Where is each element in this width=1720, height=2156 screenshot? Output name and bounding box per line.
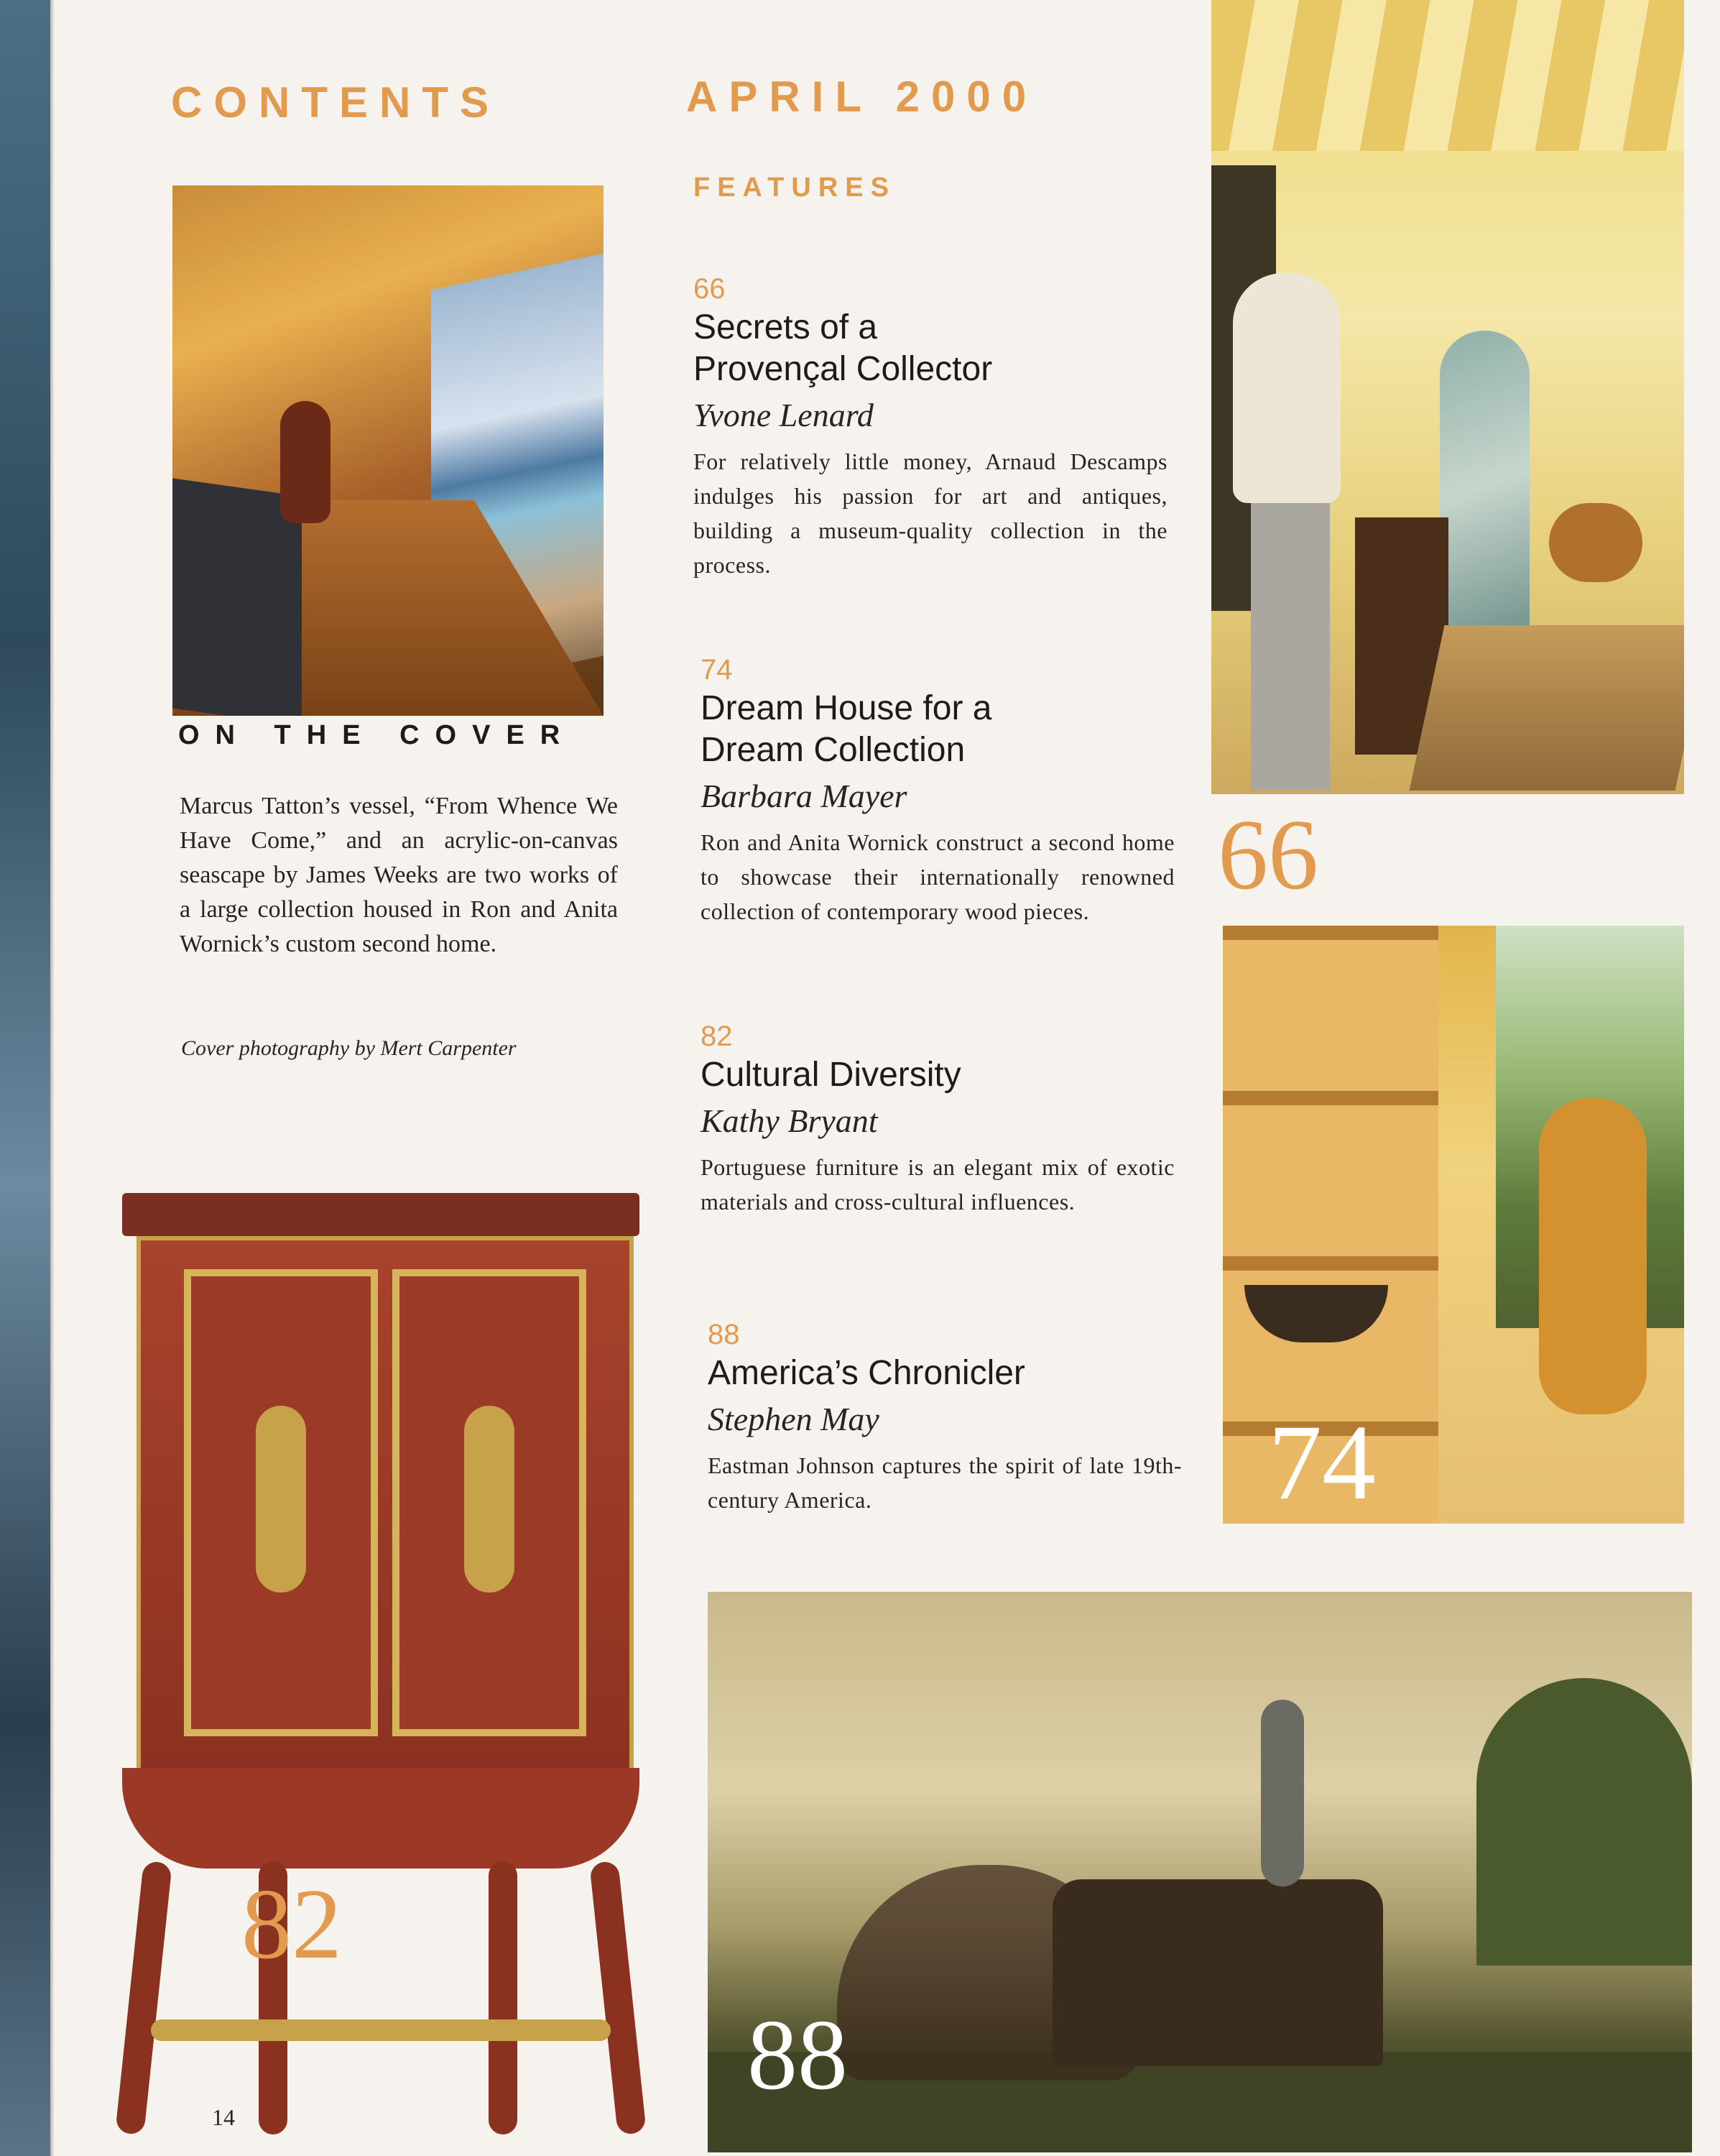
cover-caption: Marcus Tatton’s vessel, “From Whence We Have Come,” and an acrylic-on-canvas seascape by James Weeks are two works of a large collection housed in Ron and Anita Wornick’s custom second home. bbox=[180, 793, 618, 957]
feature-title-line: Secrets of a bbox=[693, 308, 878, 346]
carved-vase bbox=[1539, 1098, 1647, 1414]
image-number-74: 74 bbox=[1268, 1403, 1376, 1522]
feature-author: Barbara Mayer bbox=[701, 778, 907, 814]
feature-author: Yvone Lenard bbox=[693, 397, 874, 433]
feature-title-line: Provençal Collector bbox=[693, 350, 993, 388]
issue-date: APRIL 2000 bbox=[686, 73, 1038, 121]
boy-figure bbox=[1261, 1700, 1304, 1886]
armoire-right-door bbox=[392, 1269, 586, 1736]
feature-entry[interactable] bbox=[708, 1319, 1182, 1517]
image-number-82: 82 bbox=[241, 1869, 342, 1980]
feature-title-line: America’s Chronicler bbox=[708, 1354, 1025, 1392]
feature-description: For relatively little money, Arnaud Descamps indulges his passion for art and antiques, building a museum-quality collection in the process. bbox=[693, 448, 1168, 578]
feature-title-line: Cultural Diversity bbox=[701, 1056, 961, 1094]
marble-arch bbox=[1440, 331, 1530, 640]
armoire-stretcher bbox=[151, 2019, 611, 2041]
page-folio: 14 bbox=[212, 2104, 235, 2130]
contents-heading: CONTENTS bbox=[171, 78, 500, 126]
image-number-66: 66 bbox=[1218, 799, 1318, 911]
armoire-leg bbox=[589, 1861, 647, 2135]
armoire-leg bbox=[489, 1861, 517, 2134]
stagecoach bbox=[1053, 1879, 1383, 2066]
feature-title bbox=[701, 688, 1175, 771]
feature-title bbox=[701, 1054, 1175, 1096]
binding-edge bbox=[0, 0, 50, 2156]
armoire-left-door bbox=[184, 1269, 378, 1736]
armoire-stand bbox=[122, 1768, 639, 1869]
feature-page-number: 88 bbox=[708, 1319, 740, 1350]
trees bbox=[1476, 1678, 1692, 1966]
armoire-leg bbox=[115, 1861, 172, 2135]
ceiling-beams bbox=[1211, 0, 1684, 151]
feature-entry[interactable] bbox=[701, 1021, 1175, 1219]
armoire-cornice bbox=[122, 1193, 639, 1236]
wood-vessel bbox=[280, 401, 330, 523]
feature-title bbox=[693, 307, 1168, 390]
madonna-statue bbox=[1233, 273, 1341, 503]
photo-provencal-interior bbox=[1211, 0, 1684, 794]
feature-entry[interactable] bbox=[701, 654, 1175, 929]
feature-author: Kathy Bryant bbox=[701, 1102, 878, 1139]
features-heading: FEATURES bbox=[693, 172, 896, 203]
photo-eastman-johnson-painting bbox=[708, 1592, 1692, 2152]
feature-page-number: 74 bbox=[701, 654, 733, 686]
image-number-88: 88 bbox=[747, 1999, 848, 2111]
feature-title-line: Dream Collection bbox=[701, 731, 966, 769]
feature-author: Stephen May bbox=[708, 1401, 879, 1437]
armoire-photo bbox=[115, 1193, 647, 2142]
feature-title bbox=[708, 1353, 1182, 1394]
cover-photo bbox=[172, 185, 604, 716]
armoire-cabinet bbox=[137, 1236, 634, 1777]
table bbox=[1410, 625, 1684, 791]
on-the-cover-label: ON THE COVER bbox=[178, 720, 576, 750]
stone-column bbox=[1251, 503, 1330, 791]
feature-title-line: Dream House for a bbox=[701, 689, 992, 727]
feature-description: Ron and Anita Wornick construct a second home to showcase their internationally renowned collection of contemporary wood pieces. bbox=[701, 829, 1175, 924]
feature-page-number: 82 bbox=[701, 1021, 733, 1052]
feature-page-number: 66 bbox=[693, 273, 726, 305]
cover-credit: Cover photography by Mert Carpenter bbox=[181, 1036, 517, 1060]
feature-description: Portuguese furniture is an elegant mix of exotic materials and cross-cultural influences. bbox=[701, 1154, 1175, 1215]
flower-vase bbox=[1549, 503, 1642, 582]
feature-description: Eastman Johnson captures the spirit of late 19th-century America. bbox=[708, 1452, 1182, 1513]
feature-entry[interactable] bbox=[693, 273, 1168, 582]
